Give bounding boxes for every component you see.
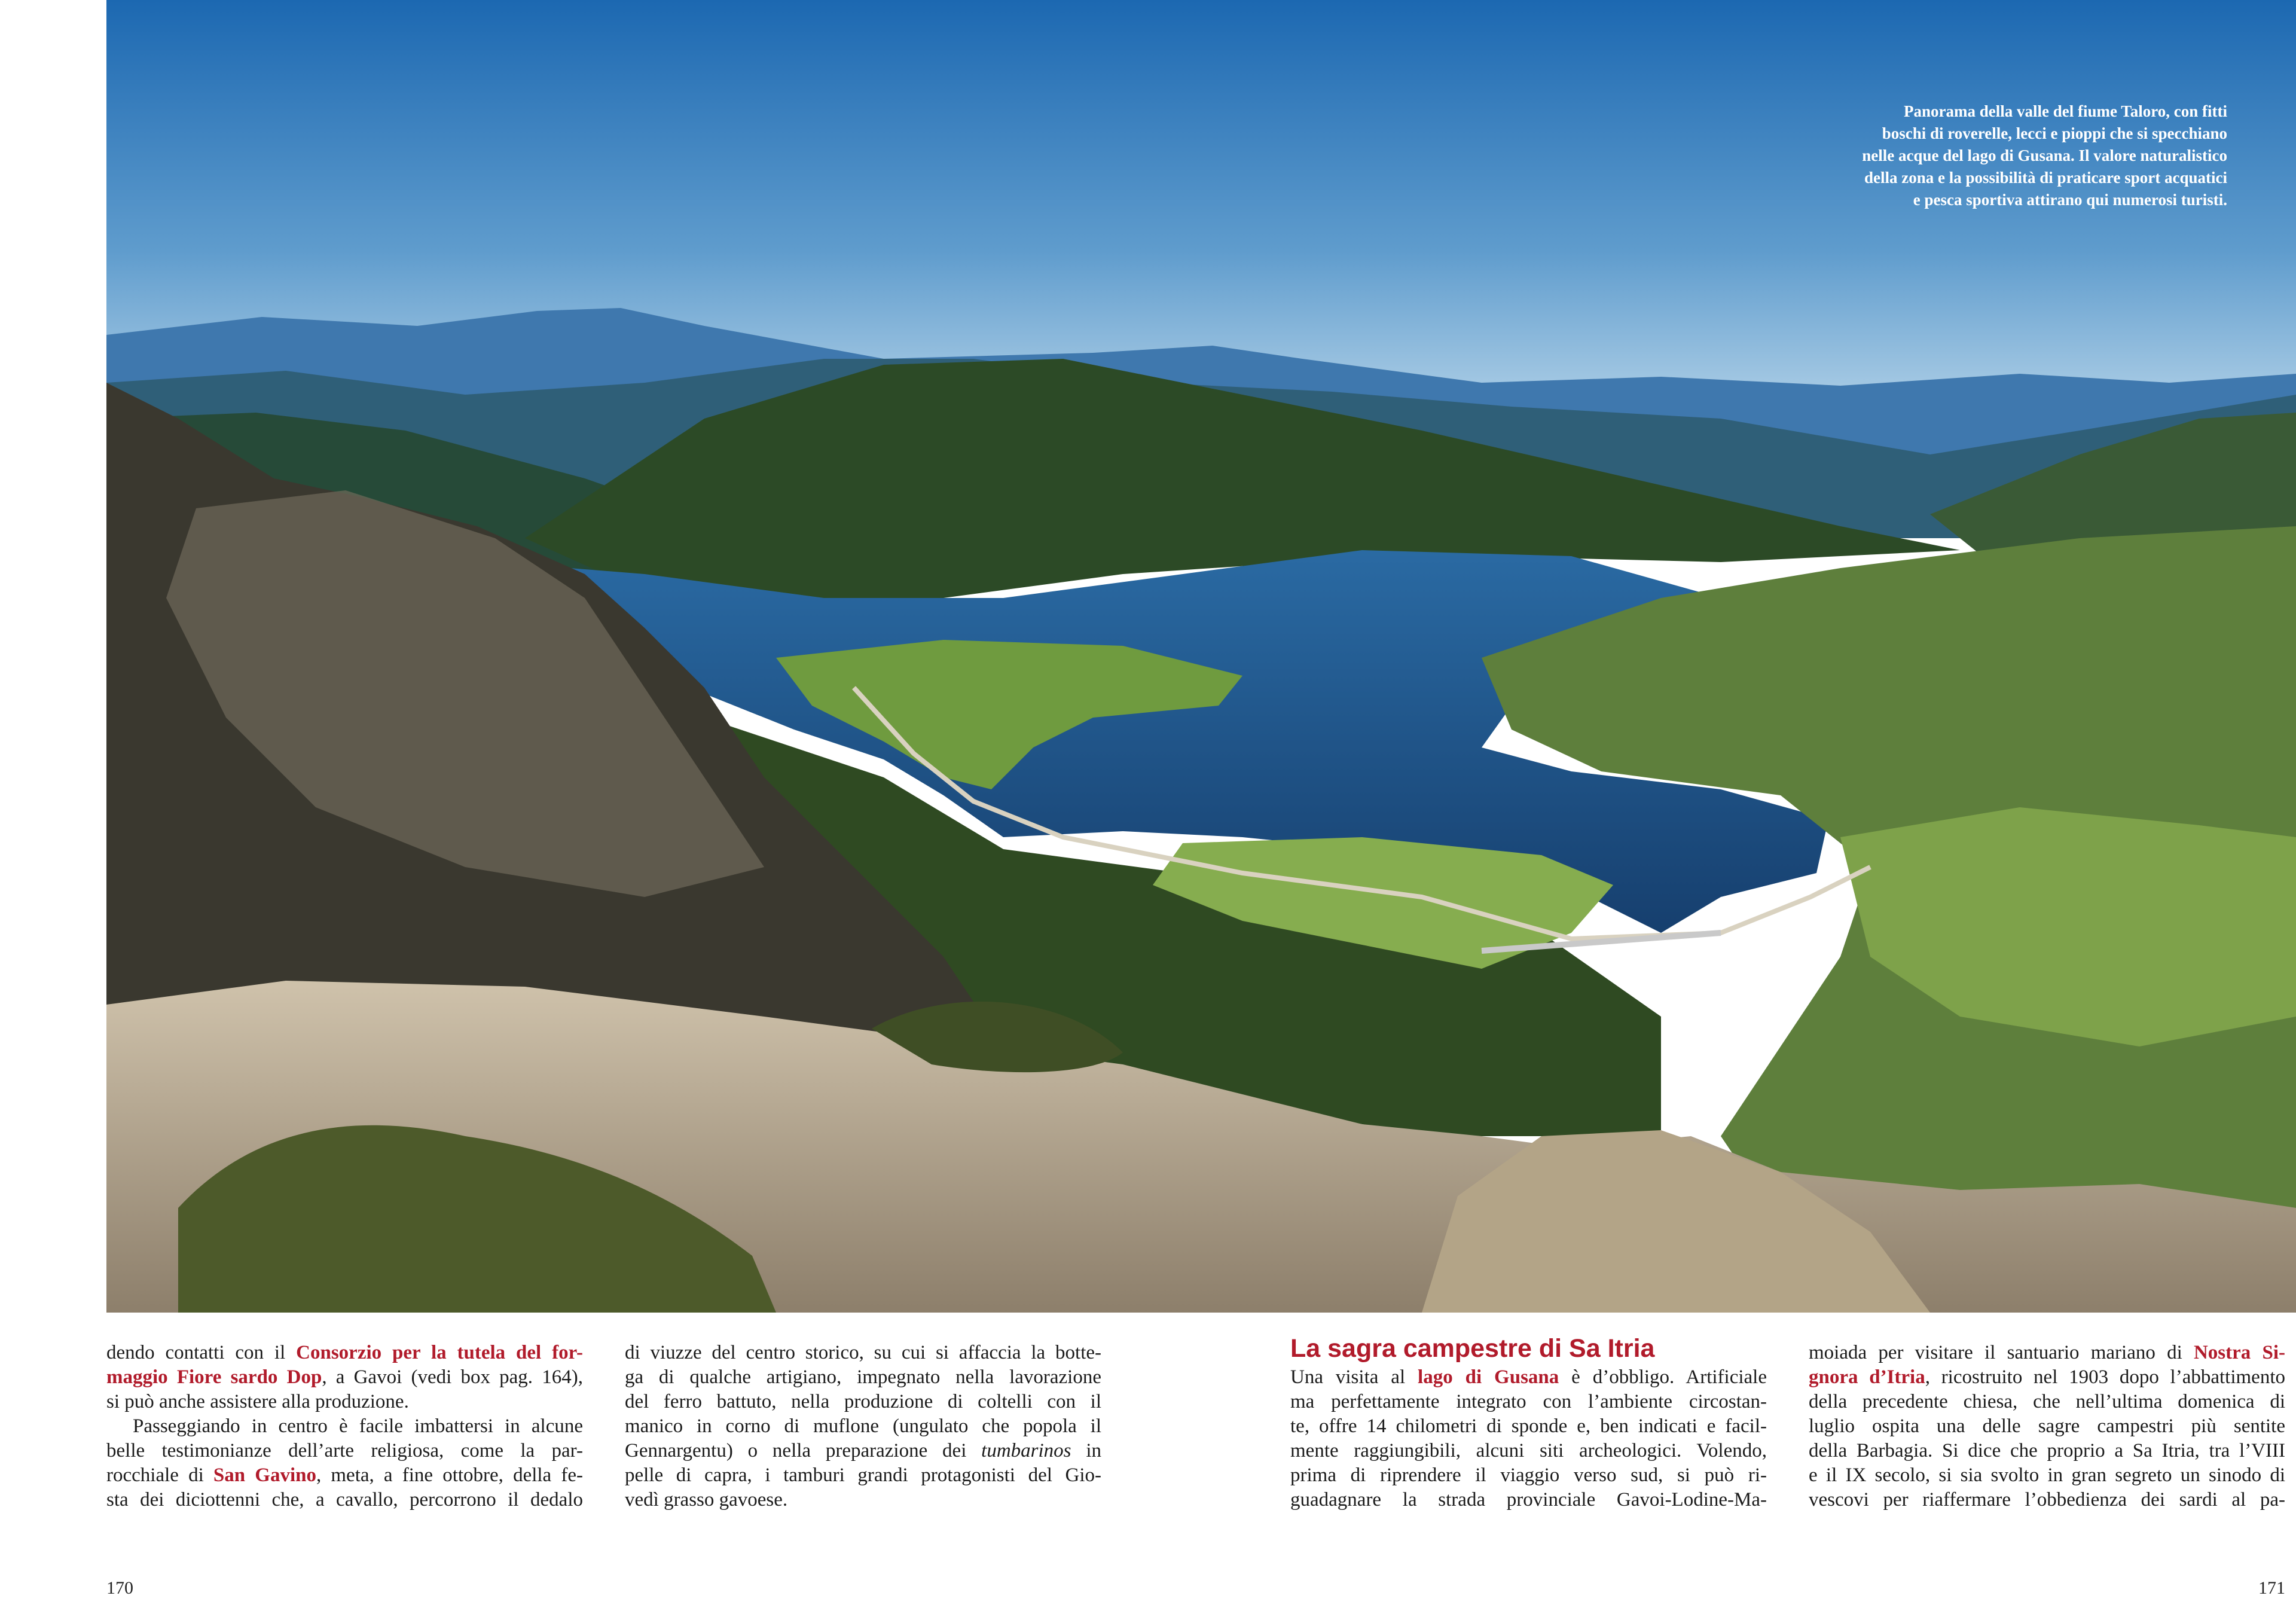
highlight-consorzio-tutela: Consorzio per la tutela del for- [296, 1342, 583, 1363]
text-line: manico in corno di muflone (ungulato che popola il [625, 1415, 1101, 1437]
text-column-2 [625, 1341, 1101, 1512]
highlight-lago-gusana: lago di Gusana [1418, 1366, 1559, 1388]
text-line: della precedente chiesa, che nell’ultima domenica di [1809, 1391, 2285, 1412]
text-line: di viuzze del centro storico, su cui si affaccia la botte- [625, 1342, 1101, 1363]
text-line: Una visita al lago di Gusana è d’obbligo. Artificiale [1290, 1366, 1767, 1388]
highlight-fiore-sardo-dop: maggio Fiore sardo Dop [106, 1366, 322, 1388]
text-line: ma perfettamente integrato con l’ambiente circostan- [1290, 1391, 1767, 1412]
text-line: vedì grasso gavoese. [625, 1489, 788, 1510]
photo-caption [1773, 100, 2227, 211]
text-column-4 [1809, 1341, 2285, 1512]
caption-line: nelle acque del lago di Gusana. Il valore naturalistico [1862, 147, 2227, 164]
text-line: dendo contatti con il Consorzio per la tutela del for- [106, 1342, 583, 1363]
text-line: gnora d’Itria, ricostruito nel 1903 dopo l’abbattimento [1809, 1366, 2285, 1388]
text-line: del ferro battuto, nella produzione di coltelli con il [625, 1391, 1101, 1412]
text-line: moiada per visitare il santuario mariano di Nostra Si- [1809, 1342, 2285, 1363]
caption-line: della zona e la possibilità di praticare sport acquatici [1864, 169, 2227, 187]
text-line: luglio ospita una delle sagre campestri più sentite [1809, 1415, 2285, 1437]
text-line: Passeggiando in centro è facile imbattersi in alcune [133, 1415, 583, 1437]
text-line: vescovi per riaffermare l’obbedienza dei sardi al pa- [1809, 1489, 2285, 1510]
text-line: maggio Fiore sardo Dop, a Gavoi (vedi box pag. 164), [106, 1366, 583, 1388]
highlight-san-gavino: San Gavino [213, 1464, 316, 1486]
text-line: ga di qualche artigiano, impegnato nella lavorazione [625, 1366, 1101, 1388]
text-column-3 [1290, 1334, 1767, 1512]
caption-line: boschi di roverelle, lecci e pioppi che si specchiano [1882, 124, 2227, 142]
text-line: te, offre 14 chilometri di sponde e, ben indicati e facil- [1290, 1415, 1767, 1437]
text-line: prima di riprendere il viaggio verso sud, si può ri- [1290, 1464, 1767, 1486]
text-line: sta dei diciottenni che, a cavallo, percorrono il dedalo [106, 1489, 583, 1510]
page-number-right: 171 [2258, 1578, 2285, 1598]
text-line: mente raggiungibili, alcuni siti archeologici. Volendo, [1290, 1440, 1767, 1461]
caption-line: Panorama della valle del fiume Taloro, con fitti [1904, 102, 2227, 120]
highlight-nostra-signora-cont: gnora d’Itria [1809, 1366, 1925, 1388]
text-line: guadagnare la strada provinciale Gavoi-Lodine-Ma- [1290, 1489, 1767, 1510]
text-line: della Barbagia. Si dice che proprio a Sa Itria, tra l’VIII [1809, 1440, 2285, 1461]
text-line: belle testimonianze dell’arte religiosa, come la par- [106, 1440, 583, 1461]
text-line: e il IX secolo, si sia svolto in gran segreto un sinodo di [1809, 1464, 2285, 1486]
text-line: pelle di capra, i tamburi grandi protagonisti del Gio- [625, 1464, 1101, 1486]
text-line: rocchiale di San Gavino, meta, a fine ottobre, della fe- [106, 1464, 583, 1486]
caption-line: e pesca sportiva attirano qui numerosi turisti. [1913, 191, 2227, 209]
text-column-1 [106, 1341, 583, 1512]
page-number-left: 170 [106, 1578, 133, 1598]
italic-tumbarinos: tumbarinos [981, 1440, 1071, 1461]
section-heading: La sagra campestre di Sa Itria [1290, 1334, 1655, 1363]
text-line: Gennargentu) o nella preparazione dei tumbarinos in [625, 1440, 1102, 1461]
highlight-nostra-signora: Nostra Si- [2193, 1342, 2285, 1363]
text-line: si può anche assistere alla produzione. [106, 1391, 409, 1412]
